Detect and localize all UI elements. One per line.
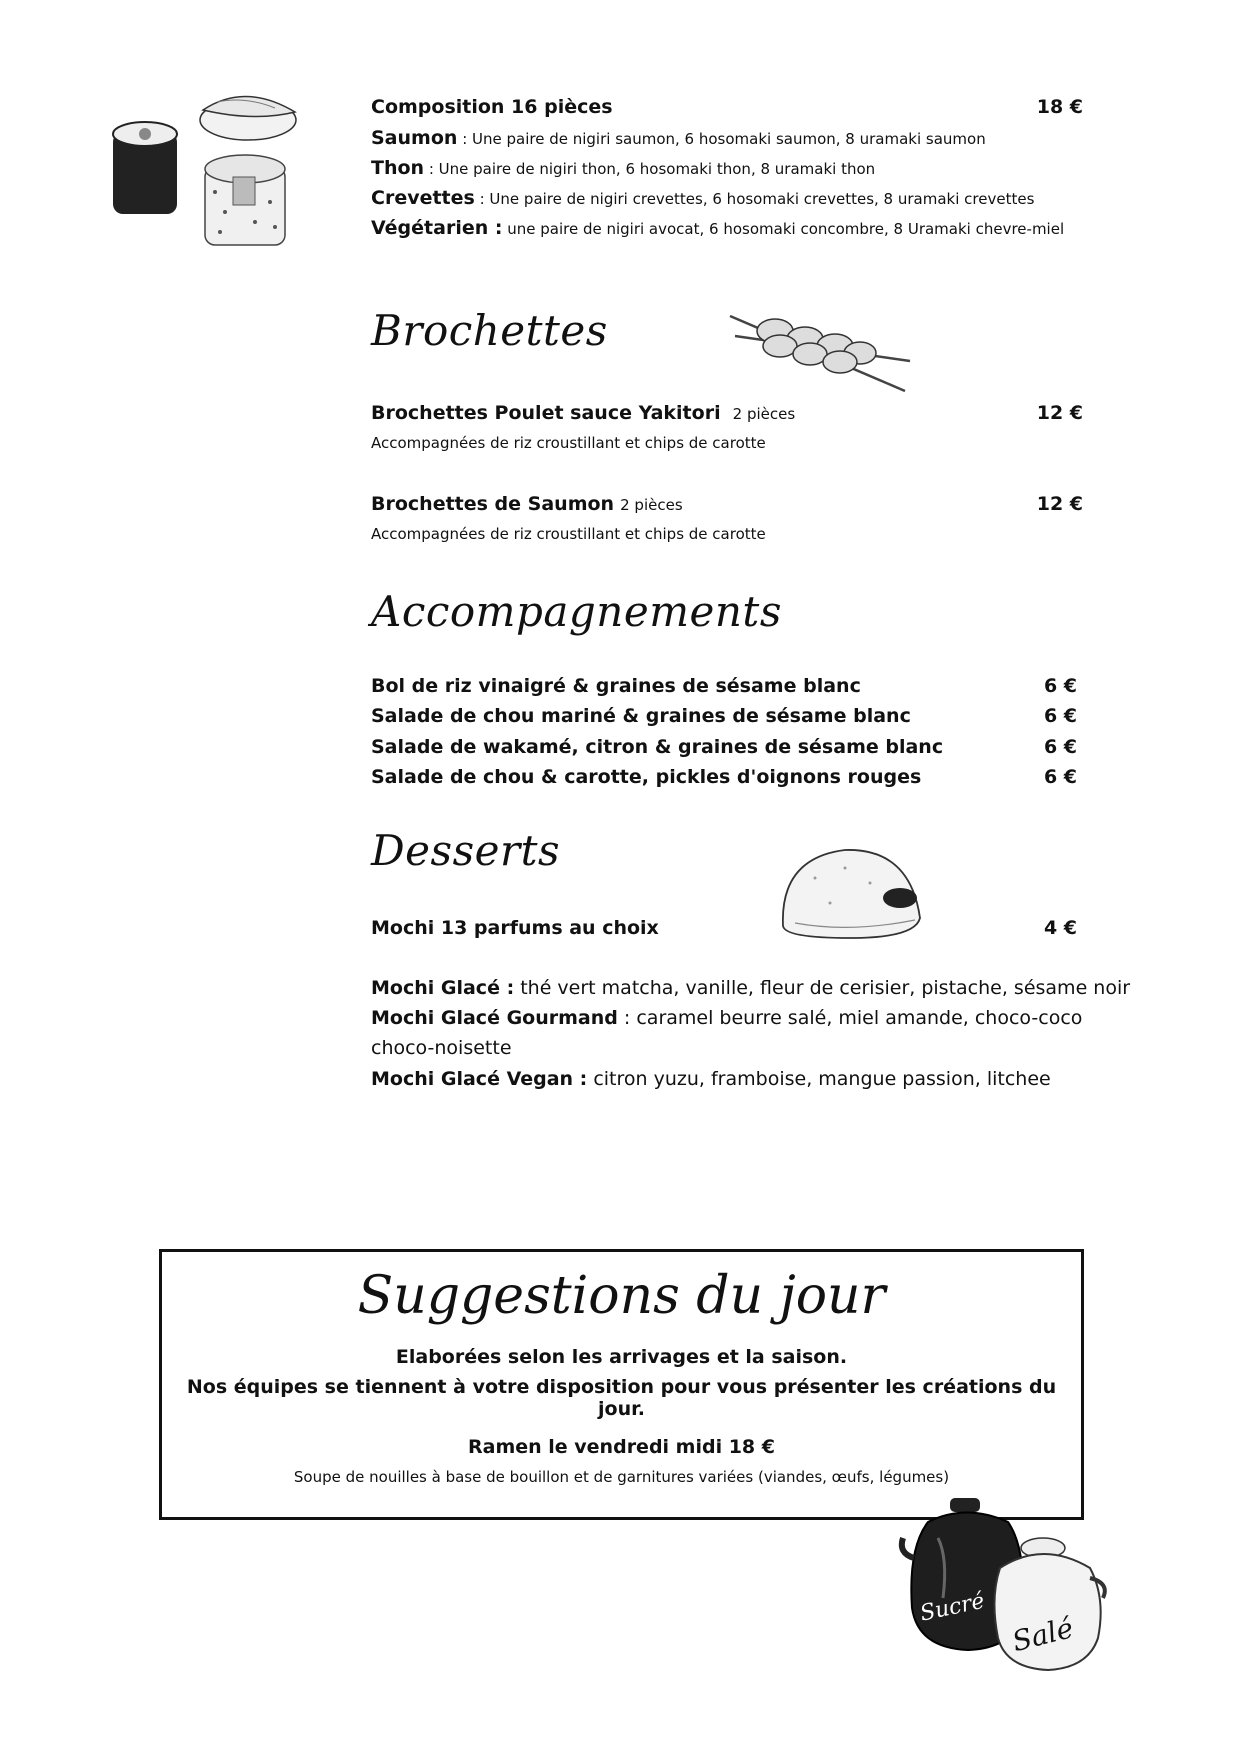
accompagnement-item: Bol de riz vinaigré & graines de sésame blanc 6 €: [371, 675, 1077, 697]
suggestions-line2: Nos équipes se tiennent à votre disposition pour vous présenter les créations du jour.: [186, 1376, 1057, 1420]
brochette-desc: Accompagnées de riz croustillant et chips de carotte: [371, 434, 766, 452]
composition-item: Saumon : Une paire de nigiri saumon, 6 hosomaki saumon, 8 uramaki saumon: [371, 127, 986, 149]
suggestions-heading: Suggestions du jour: [357, 1266, 886, 1326]
brochette-name: Brochettes de Saumon: [371, 493, 615, 515]
brochette-qty: 2 pièces: [732, 405, 796, 423]
mochi-glace-line: Mochi Glacé : thé vert matcha, vanille, fleur de cerisier, pistache, sésame noir: [371, 977, 1131, 999]
jar-label-sucre: Sucré: [917, 1588, 987, 1627]
accompagnement-item: Salade de chou mariné & graines de sésame blanc 6 €: [371, 705, 1077, 727]
suggestions-box: [159, 1249, 1084, 1520]
ramen-desc: Soupe de nouilles à base de bouillon et de garnitures variées (viandes, œufs, légumes): [293, 1468, 950, 1486]
sushi-illustration-icon: [105, 82, 310, 252]
composition-item: Thon : Une paire de nigiri thon, 6 hosomaki thon, 8 uramaki thon: [371, 157, 876, 179]
brochette-name: Brochettes Poulet sauce Yakitori: [371, 402, 721, 424]
brochette-price: 12 €: [1036, 493, 1083, 515]
brochettes-heading: Brochettes: [371, 306, 608, 355]
mochi-glace-line: choco-noisette: [371, 1037, 512, 1059]
brochette-qty: 2 pièces: [620, 496, 683, 514]
composition-item: Crevettes : Une paire de nigiri crevettes, 6 hosomaki crevettes, 8 uramaki crevettes: [371, 187, 1035, 209]
suggestions-line1: Elaborées selon les arrivages et la saison.: [395, 1346, 848, 1368]
brochette-price: 12 €: [1036, 402, 1083, 424]
accompagnement-item: Salade de chou & carotte, pickles d'oignons rouges 6 €: [371, 766, 1077, 788]
composition-price: 18 €: [1036, 96, 1083, 118]
jars-illustration-icon: [898, 1498, 1118, 1673]
mochi-glace-line: Mochi Glacé Vegan : citron yuzu, framboise, mangue passion, litchee: [371, 1068, 1051, 1090]
brochette-desc: Accompagnées de riz croustillant et chips de carotte: [371, 525, 766, 543]
accompagnement-item: Salade de wakamé, citron & graines de sésame blanc 6 €: [371, 736, 1077, 758]
skewer-illustration-icon: [725, 306, 915, 396]
composition-item: Végétarien : une paire de nigiri avocat, 6 hosomaki concombre, 8 Uramaki chevre-miel: [371, 217, 1065, 239]
mochi-item: Mochi 13 parfums au choix 4 €: [371, 917, 1077, 939]
desserts-heading: Desserts: [371, 826, 561, 875]
mochi-glace-line: Mochi Glacé Gourmand : caramel beurre salé, miel amande, choco-coco: [371, 1007, 1083, 1029]
jar-label-sale: Salé: [1008, 1611, 1077, 1659]
accompagnements-heading: Accompagnements: [371, 587, 782, 636]
composition-title: Composition 16 pièces: [371, 96, 613, 118]
ramen-title: Ramen le vendredi midi 18 €: [468, 1436, 775, 1458]
